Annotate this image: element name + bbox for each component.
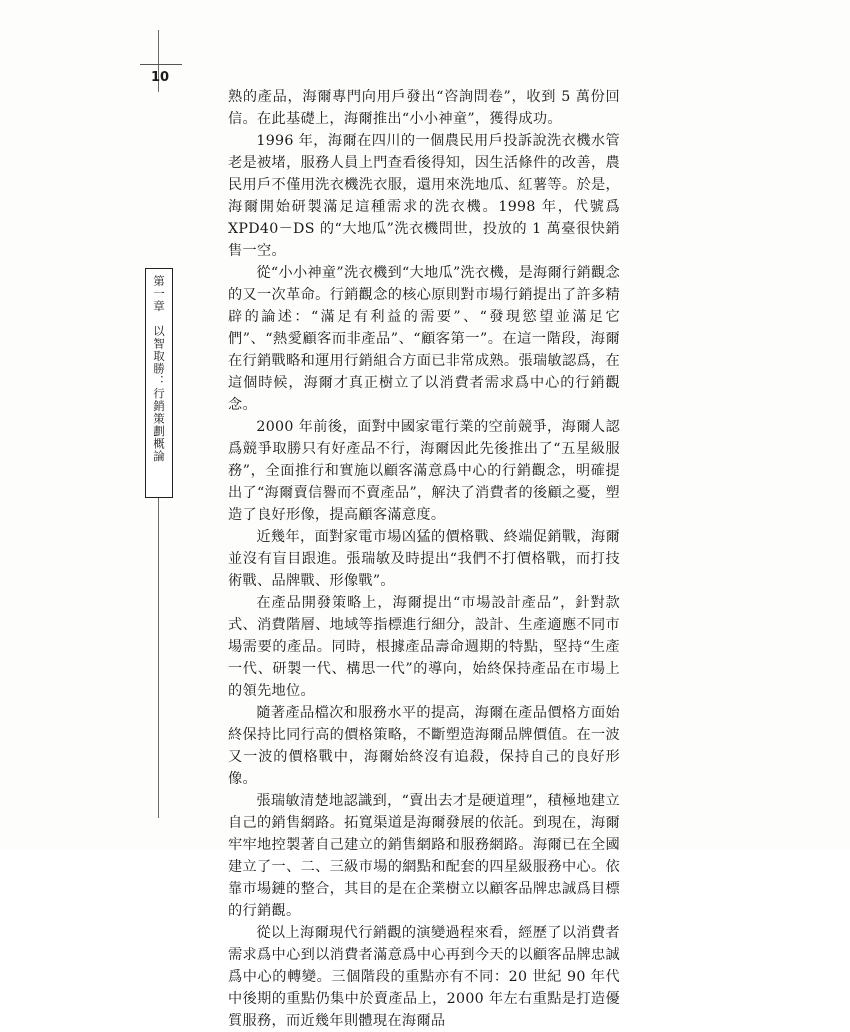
paragraph: 從以上海爾現代行銷觀的演變過程來看，經歷了以消費者需求爲中心到以消費者滿意爲中心再到今天的以顧客品牌忠誠爲中心的轉變。三個階段的重點亦有不同：20 世紀 90 年代中後期的重點仍集中於賣產品上，2000 年左右重點是打造優質服務，而近幾年則體現在海爾品 (228, 925, 620, 1029)
paragraph: 隨著產品檔次和服務水平的提高，海爾在產品價格方面始終保持比同行高的價格策略，不斷塑造海爾品牌價值。在一波又一波的價格戰中，海爾始終沒有追殺，保持自己的良好形像。 (228, 705, 620, 787)
chapter-side-tab (145, 268, 173, 498)
page-number-rule (140, 64, 182, 65)
page-number: 10 (150, 70, 170, 85)
paragraph: 熟的產品，海爾專門向用戶發出“咨詢問卷”，收到 5 萬份回信。在此基礎上，海爾推出“小小神童”，獲得成功。 (228, 89, 620, 127)
paragraph: 張瑞敏清楚地認識到，“賣出去才是硬道理”，積極地建立自己的銷售網路。拓寬渠道是海爾發展的依託。到現在，海爾牢牢地控製著自己建立的銷售網路和服務網路。海爾已在全國建立了一、二、三級市場的網點和配套的四星級服務中心。依靠市場鏈的整合，其目的是在企業樹立以顧客品牌忠誠爲目標的行銷觀。 (228, 793, 620, 919)
paragraph: 從“小小神童”洗衣機到“大地瓜”洗衣機，是海爾行銷觀念的又一次革命。行銷觀念的核心原則對市場行銷提出了許多精辟的論述：“滿足有利益的需要”、“發現慾望並滿足它們”、“熱愛顧客而非產品”、“顧客第一”。在這一階段，海爾在行銷戰略和運用行銷組合方面已非常成熟。張瑞敏認爲，在這個時候，海爾才真正樹立了以消費者需求爲中心的行銷觀念。 (228, 265, 620, 413)
paragraph: 1996 年，海爾在四川的一個農民用戶投訴說洗衣機水管老是被堵，服務人員上門查看後得知，因生活條件的改善，農民用戶不僅用洗衣機洗衣服，還用來洗地瓜、紅薯等。於是，海爾開始研製滿足這種需求的洗衣機。1998 年，代號爲 XPD40－DS 的“大地瓜”洗衣機問世，投放的 1 萬臺很快銷售一空。 (228, 133, 620, 259)
paragraph: 2000 年前後，面對中國家電行業的空前競爭，海爾人認爲競爭取勝只有好產品不行，海爾因此先後推出了“五星級服務”，全面推行和實施以顧客滿意爲中心的行銷觀念，明確提出了“海爾賣信譽而不賣產品”，解決了消費者的後顧之憂，塑造了良好形像，提高顧客滿意度。 (228, 419, 620, 523)
paragraph: 近幾年，面對家電市場凶猛的價格戰、終端促銷戰，海爾並沒有盲目跟進。張瑞敏及時提出“我們不打價格戰，而打技術戰、品牌戰、形像戰”。 (228, 529, 620, 589)
chapter-label: 第一章 以智取勝：行銷策劃概論 (152, 275, 166, 463)
paragraph: 在產品開發策略上，海爾提出“市場設計產品”，針對款式、消費階層、地域等指標進行細分，設計、生產適應不同市場需要的產品。同時，根據產品壽命週期的特點，堅持“生產一代、研製一代、構思一代”的導向，始終保持產品在市場上的領先地位。 (228, 595, 620, 699)
body-text (228, 86, 620, 1032)
margin-rule-bottom (158, 498, 159, 818)
